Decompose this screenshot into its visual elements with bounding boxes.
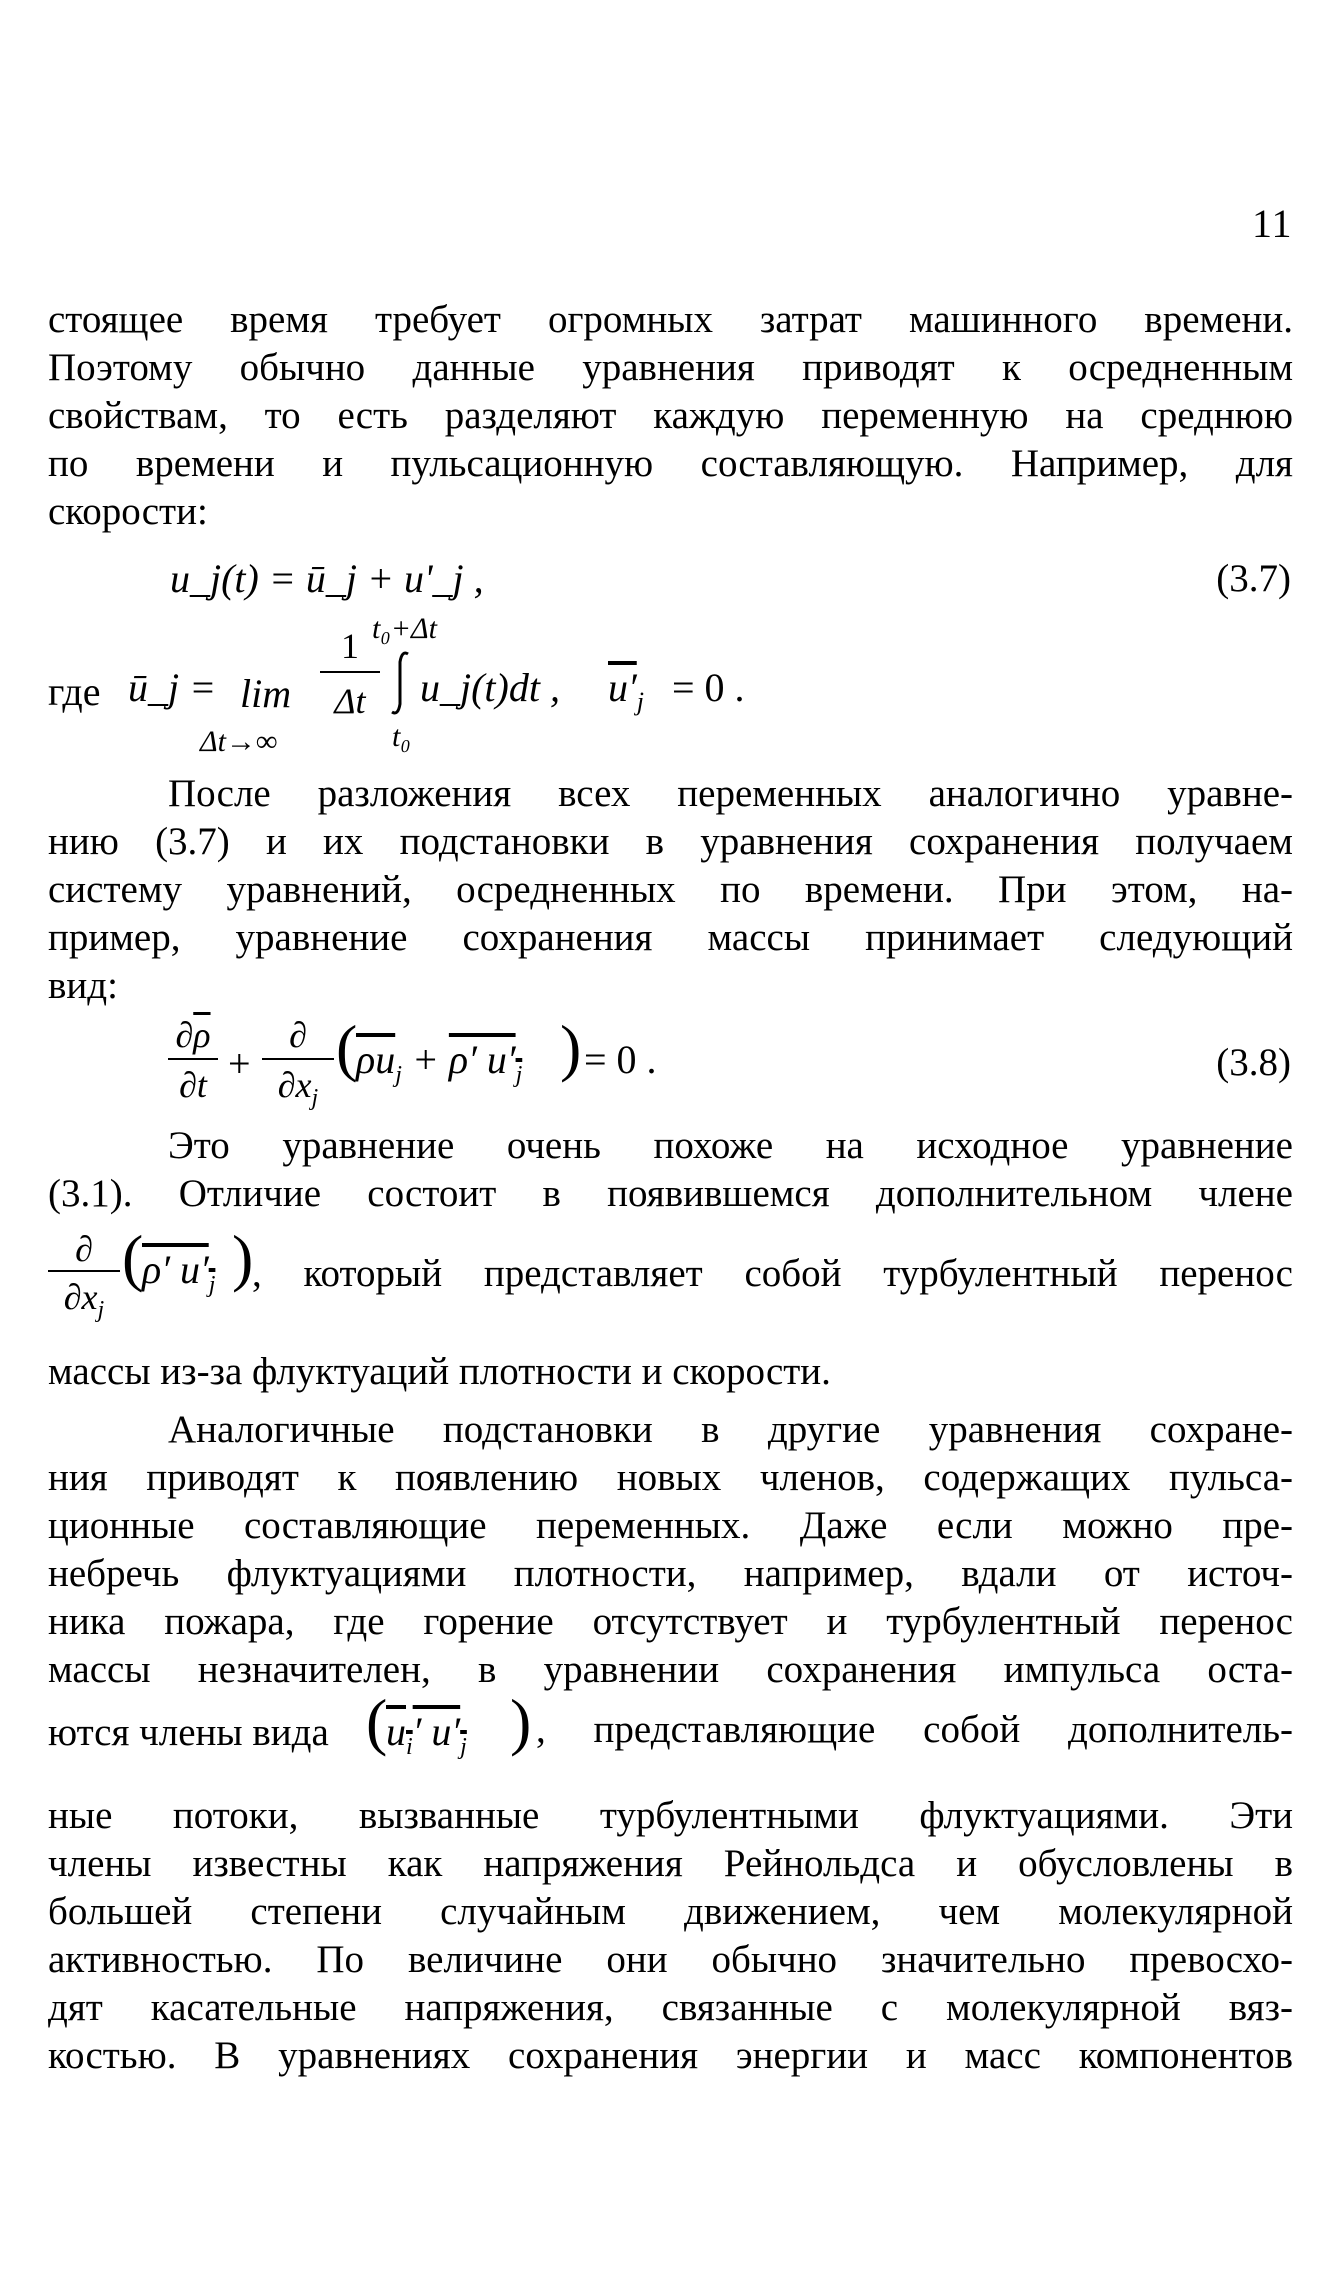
fraction-denominator: ∂t (179, 1065, 207, 1105)
text-line: массы из-за флуктуаций плотности и скорости. (48, 1350, 831, 1393)
text-line: по времени и пульсационную составляющую. Например, для (48, 442, 1293, 485)
fraction-numerator: $\partial\overline{\rho}$ (175, 1015, 211, 1055)
text-line: большей степени случайным движением, чем молекулярной (48, 1890, 1293, 1933)
text-fragment: ются члены вида (48, 1711, 329, 1754)
integrand: u_j(t)dt , (420, 665, 560, 710)
equation-number: (3.7) (1216, 557, 1291, 600)
fluctuation-mean-symbol: $u'_j$ (608, 665, 644, 716)
fraction-denominator: Δt (334, 681, 366, 721)
left-paren: ( (122, 1222, 144, 1293)
text-line: пример, уравнение сохранения массы принимает следующий (48, 916, 1293, 959)
left-paren: ( (336, 1012, 358, 1083)
text-line: Поэтому обычно данные уравнения приводят к осредненным (48, 346, 1293, 389)
fraction-bar (320, 671, 380, 673)
text-line: , представляющие собой дополнитель- (536, 1708, 1293, 1751)
text-line: стоящее время требует огромных затрат машинного времени. (48, 298, 1293, 341)
text-line: нию (3.7) и их подстановки в уравнения сохранения получаем (48, 820, 1293, 863)
flux-term-body: ρ′ $u'_j$ (142, 1247, 216, 1298)
text-line: ния приводят к появлению новых членов, содержащих пульса- (48, 1456, 1293, 1499)
equation-3-8-tail: = 0 . (584, 1037, 657, 1082)
equation-3-7-body: u_j(t) = ū_j + u'_j , (170, 556, 484, 601)
text-line: свойствам, то есть разделяют каждую переменную на среднюю (48, 394, 1293, 437)
page-number: 11 (1252, 201, 1293, 246)
fraction-numerator: ∂ (289, 1015, 307, 1055)
left-paren: ( (366, 1686, 388, 1757)
limit-operator: lim (240, 671, 292, 716)
fraction-bar (262, 1058, 334, 1060)
equation-number: (3.8) (1216, 1041, 1291, 1084)
text-line: дят касательные напряжения, связанные с молекулярной вяз- (48, 1986, 1293, 2029)
integral-upper-limit: t₀+Δt (372, 612, 437, 645)
fraction-numerator: 1 (341, 626, 359, 666)
text-line: Аналогичные подстановки в другие уравнения сохране- (168, 1408, 1293, 1451)
text-line: Это уравнение очень похоже на исходное уравнение (168, 1124, 1293, 1167)
text-line: ные потоки, вызванные турбулентными флуктуациями. Эти (48, 1794, 1293, 1837)
text-line: После разложения всех переменных аналогично уравне- (168, 772, 1293, 815)
limit-subscript: Δt→∞ (200, 725, 278, 758)
fraction-denominator: $\partial x_j$ (277, 1065, 319, 1112)
text-line: , который представляет собой турбулентный перенос (252, 1252, 1293, 1295)
integral-sign-icon (388, 648, 414, 718)
fraction-denominator: $\partial x_j$ (63, 1277, 105, 1324)
right-paren: ) (232, 1222, 254, 1293)
text-line: вид: (48, 964, 118, 1007)
where-word: где (48, 669, 101, 714)
text-line: активностью. По величине они обычно значительно превосхо- (48, 1938, 1293, 1981)
mean-velocity-symbol: ū_j = (128, 665, 217, 710)
text-line: ника пожара, где горение отсутствует и турбулентный перенос (48, 1600, 1293, 1643)
text-line: (3.1). Отличие состоит в появившемся дополнительном члене (48, 1172, 1293, 1215)
plus-sign: + (228, 1041, 251, 1086)
text-line: скорости: (48, 490, 208, 533)
right-paren: ) (560, 1012, 582, 1083)
reynolds-stress-term: $u_i'$ $u'_j$ (386, 1709, 467, 1760)
text-line: костью. В уравнениях сохранения энергии и масс компонентов (48, 2034, 1293, 2077)
equation-3-8-body: $\overline{\rho u}_j + \rho'$ $u'_j$ (356, 1037, 523, 1088)
text-line: члены известны как напряжения Рейнольдса и обусловлены в (48, 1842, 1293, 1885)
fraction-numerator: ∂ (75, 1229, 93, 1269)
fraction-bar (48, 1270, 120, 1272)
integral-lower-limit: t₀ (392, 720, 411, 753)
text-line: небречь флуктуациями плотности, например, вдали от источ- (48, 1552, 1293, 1595)
right-paren: ) (510, 1686, 532, 1757)
text-line: систему уравнений, осредненных по времени. При этом, на- (48, 868, 1293, 911)
fraction-bar (168, 1058, 218, 1060)
text-line: массы незначителен, в уравнении сохранения импульса оста- (48, 1648, 1293, 1691)
zero-mean-result: = 0 . (672, 665, 745, 710)
text-line: ционные составляющие переменных. Даже если можно пре- (48, 1504, 1293, 1547)
